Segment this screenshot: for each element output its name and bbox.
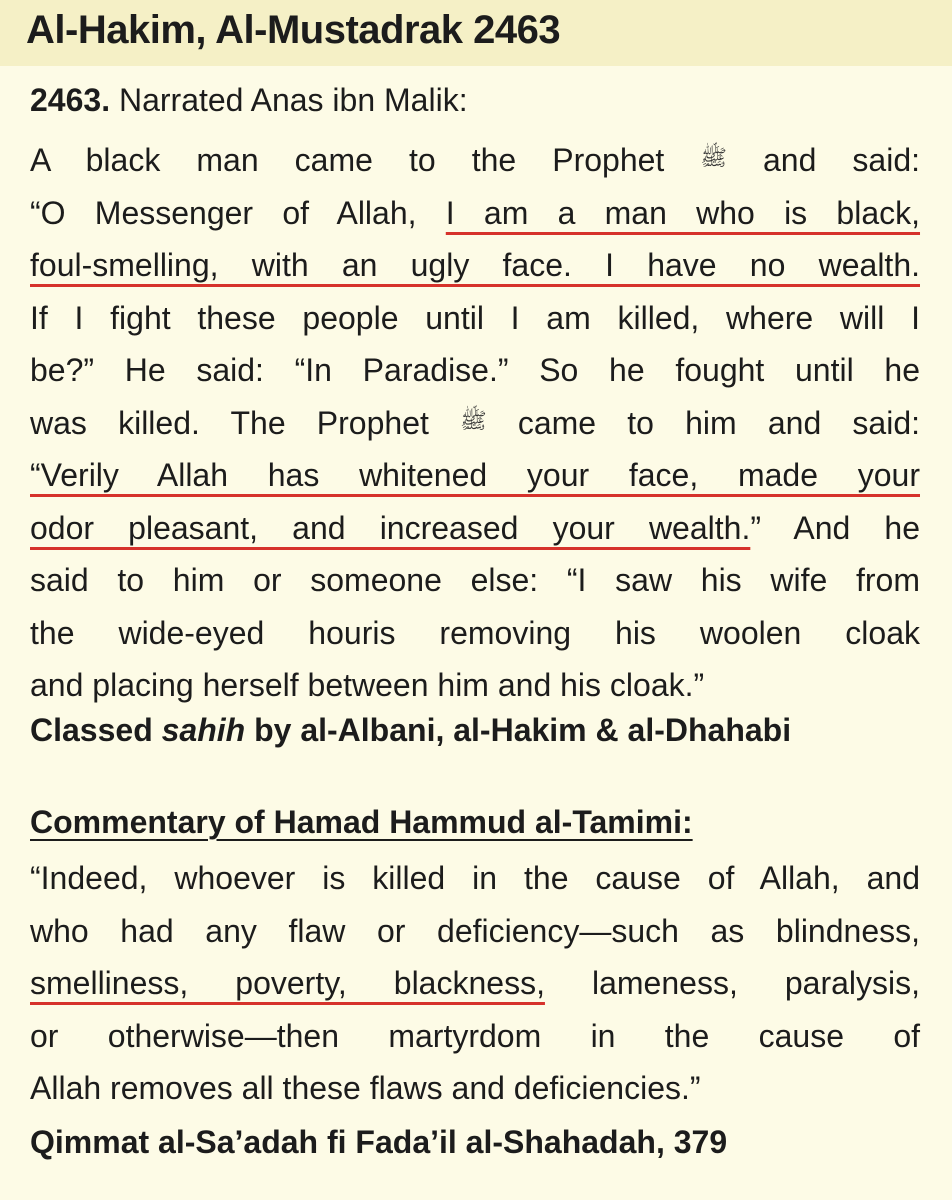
hadith-line-4: If I fight these people until I am killed, where will I (30, 299, 920, 336)
source-citation: Qimmat al-Sa’adah fi Fada’il al-Shahadah, 379 (30, 1124, 728, 1160)
grading-suffix: by al-Albani, al-Hakim & al-Dhahabi (254, 712, 792, 748)
underlined-phrase: smelliness, poverty, blackness, (30, 965, 545, 1001)
commentary-heading: Commentary of Hamad Hammud al-Tamimi: (30, 804, 693, 840)
grading-prefix: Classed (30, 712, 153, 748)
page-title: Al-Hakim, Al-Mustadrak 2463 (26, 8, 561, 52)
hadith-line-9: said to him or someone else: “I saw his wife from (30, 562, 920, 598)
hadith-line-6 (30, 397, 920, 450)
grading-term: sahih (161, 712, 246, 748)
text-segment: was killed. The Prophet (30, 404, 429, 441)
salawat-icon: ﷺ (700, 145, 727, 170)
grading-line (30, 708, 791, 752)
hadith-number: 2463. (30, 82, 111, 118)
hadith-line-1 (30, 134, 920, 187)
hadith-line-3 (30, 239, 920, 292)
hadith-line-7 (30, 449, 920, 502)
text-segment: lameness, paralysis, (591, 965, 921, 1001)
hadith-text (30, 134, 920, 712)
text-segment: ” And he (750, 509, 920, 546)
underlined-phrase: “Verily Allah has whitened your face, made your (30, 457, 920, 493)
commentary-line-4: or otherwise—then martyrdom in the cause of (30, 1017, 920, 1054)
text-segment: “O Messenger of Allah, (30, 194, 417, 231)
commentary-line-2: who had any flaw or deficiency—such as blindness, (30, 912, 920, 949)
commentary-line-3 (30, 957, 920, 1010)
narration-heading (30, 80, 468, 120)
narrator: Narrated Anas ibn Malik: (118, 82, 468, 118)
hadith-line-10: the wide-eyed houris removing his woolen cloak (30, 614, 920, 651)
hadith-line-11: and placing herself between him and his cloak.” (30, 667, 705, 703)
underlined-phrase: foul-smelling, with an ugly face. I have no wealth. (30, 247, 920, 283)
salawat-icon: ﷺ (460, 407, 487, 433)
hadith-line-8 (30, 502, 920, 555)
text-segment: and said: (762, 142, 921, 178)
underlined-phrase: I am a man who is black, (445, 194, 921, 231)
commentary-line-1: “Indeed, whoever is killed in the cause of Allah, and (30, 860, 920, 896)
commentary-line-5: Allah removes all these flaws and deficiencies.” (30, 1070, 701, 1106)
text-segment: came to him and said: (517, 404, 921, 441)
underlined-phrase: odor pleasant, and increased your wealth. (30, 509, 751, 546)
hadith-line-5: be?” He said: “In Paradise.” So he fought until he (30, 352, 920, 388)
hadith-line-2 (30, 187, 920, 240)
text-segment: A black man came to the Prophet (30, 142, 665, 178)
commentary-text (30, 852, 920, 1115)
